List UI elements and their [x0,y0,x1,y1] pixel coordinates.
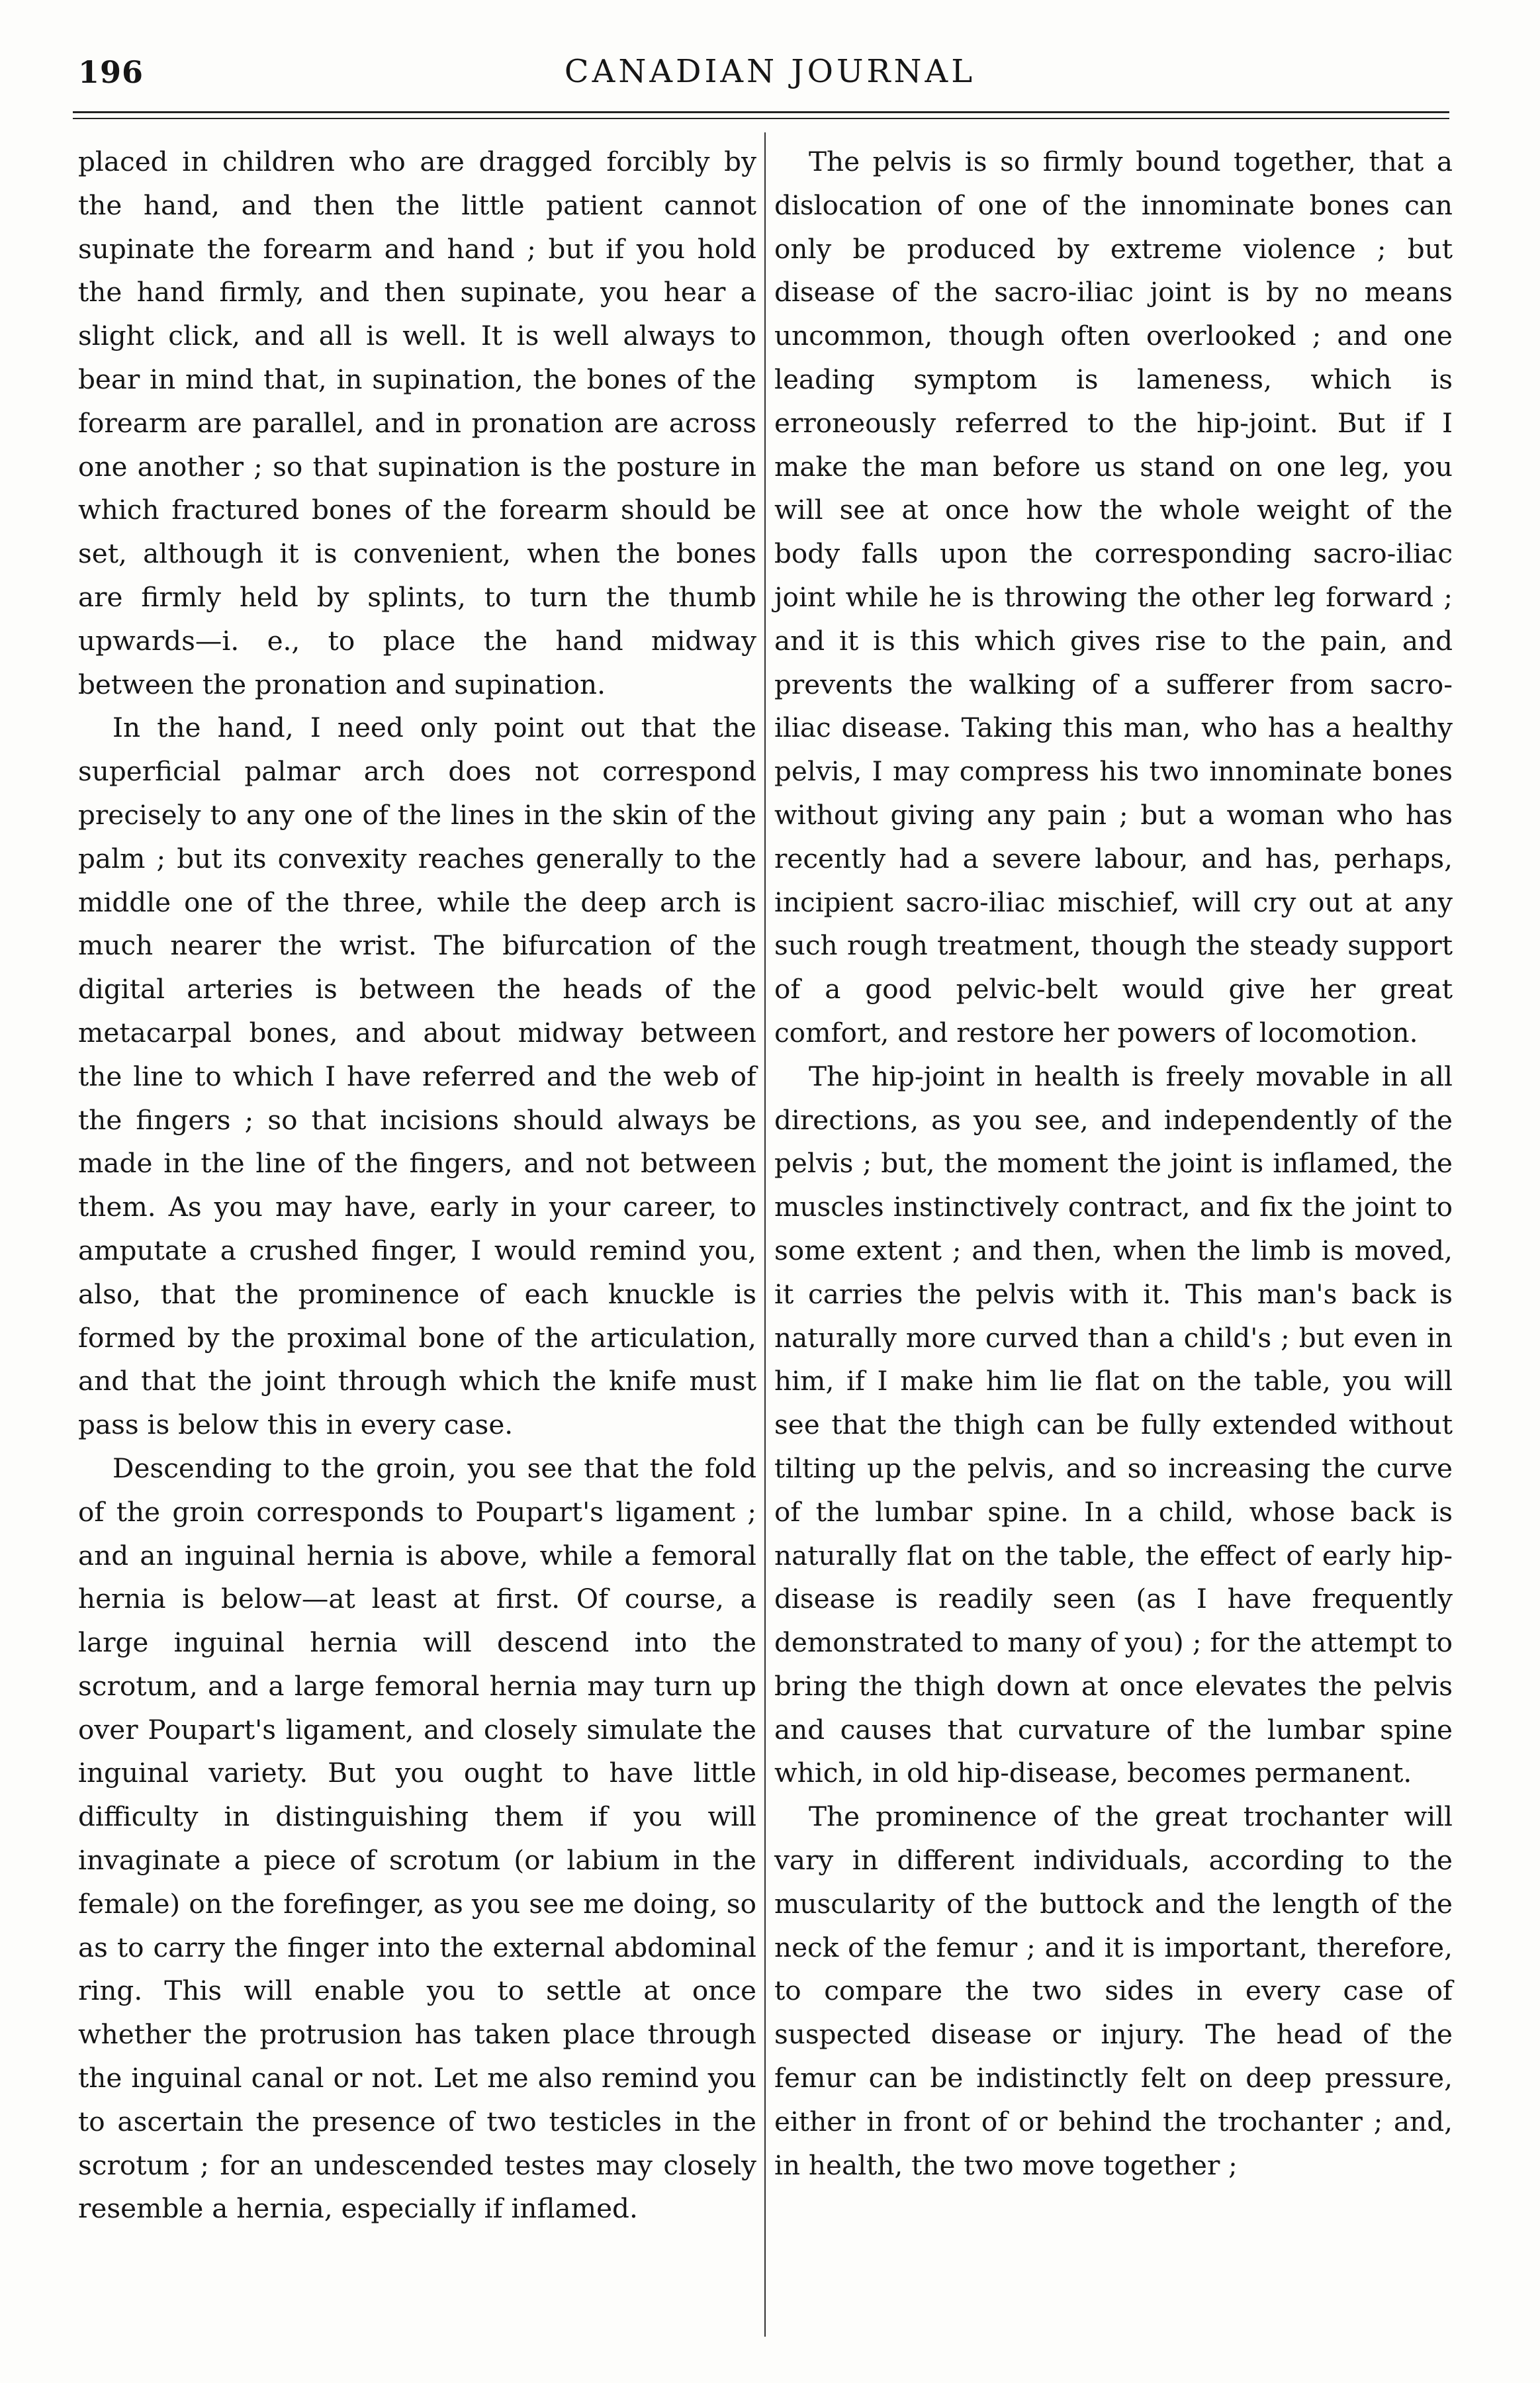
right-column [774,140,1453,2187]
right-paragraph-2: The hip-joint in health is freely movable in all directions, as you see, and independently of the pelvis ; but, the moment the joint is inflamed, the muscles instinctively contract, and fix the joint to some extent ; and then, when the limb is moved, it carries the pelvis with it. This man's back is naturally more curved than a child's ; but even in him, if I make him lie flat on the table, you will see that the thigh can be fully extended without tilting up the pelvis, and so increasing the curve of the lumbar spine. In a child, whose back is naturally flat on the table, the effect of early hip-disease is readily seen (as I have frequently demonstrated to many of you) ; for the attempt to bring the thigh down at once elevates the pelvis and causes that curvature of the lumbar spine which, in old hip-disease, becomes permanent. [774,1060,1453,1789]
right-paragraph-3: The prominence of the great trochanter will vary in different individuals, according to the muscularity of the buttock and the length of the neck of the femur ; and it is important, therefore, to compare the two sides in every case of suspected disease or injury. The head of the femur can be indistinctly felt on deep pressure, either in front of or behind the trochanter ; and, in health, the two move together ; [774,1800,1453,2181]
header-rule-secondary [73,118,1449,119]
running-title: CANADIAN JOURNAL [564,53,976,90]
column-divider [764,132,766,2337]
right-paragraph-1: The pelvis is so firmly bound together, that a dislocation of one of the innominate bones can only be produced by extreme violence ; but disease of the sacro-iliac joint is by no means uncommon, though often overlooked ; and one leading symptom is lameness, which is erroneously referred to the hip-joint. But if I make the man before us stand on one leg, you will see at once how the whole weight of the body falls upon the corresponding sacro-iliac joint while he is throwing the other leg forward ; and it is this which gives rise to the pain, and prevents the walking of a sufferer from sacro-iliac disease. Taking this man, who has a healthy pelvis, I may compress his two innominate bones without giving any pain ; but a woman who has recently had a severe labour, and has, perhaps, incipient sacro-iliac mischief, will cry out at any such rough treatment, though the steady support of a good pelvic-belt would give her great comfort, and restore her powers of locomotion. [774,146,1453,1049]
left-paragraph-3: Descending to the groin, you see that the fold of the groin corresponds to Poupart's ligament ; and an inguinal hernia is above, while a femoral hernia is below—at least at first. Of course, a large inguinal hernia will descend into the scrotum, and a large femoral hernia may turn up over Poupart's ligament, and closely simulate the inguinal variety. But you ought to have little difficulty in distinguishing them if you will invaginate a piece of scrotum (or labium in the female) on the forefinger, as you see me doing, so as to carry the finger into the external abdominal ring. This will enable you to settle at once whether the protrusion has taken place through the inguinal canal or not. Let me also remind you to ascertain the presence of two testicles in the scrotum ; for an undescended testes may closely resemble a hernia, especially if inflamed. [78,1452,756,2225]
header-rule [73,111,1449,113]
left-paragraph-1: placed in children who are dragged forcibly by the hand, and then the little patient cannot supinate the forearm and hand ; but if you hold the hand firmly, and then supinate, you hear a slight click, and all is well. It is well always to bear in mind that, in supination, the bones of the forearm are parallel, and in pronation are across one another ; so that supination is the posture in which fractured bones of the forearm should be set, although it is convenient, when the bones are firmly held by splints, to turn the thumb upwards—i. e., to place the hand midway between the pronation and supination. [78,146,756,700]
left-paragraph-2: In the hand, I need only point out that the superficial palmar arch does not correspond precisely to any one of the lines in the skin of the palm ; but its convexity reaches generally to the middle one of the three, while the deep arch is much nearer the wrist. The bifurcation of the digital arteries is between the heads of the metacarpal bones, and about midway between the line to which I have referred and the web of the fingers ; so that incisions should always be made in the line of the fingers, and not between them. As you may have, early in your career, to amputate a crushed finger, I would remind you, also, that the prominence of each knuckle is formed by the proximal bone of the articulation, and that the joint through which the knife must pass is below this in every case. [78,712,756,1441]
page-number: 196 [78,54,144,90]
left-column [78,140,756,2231]
